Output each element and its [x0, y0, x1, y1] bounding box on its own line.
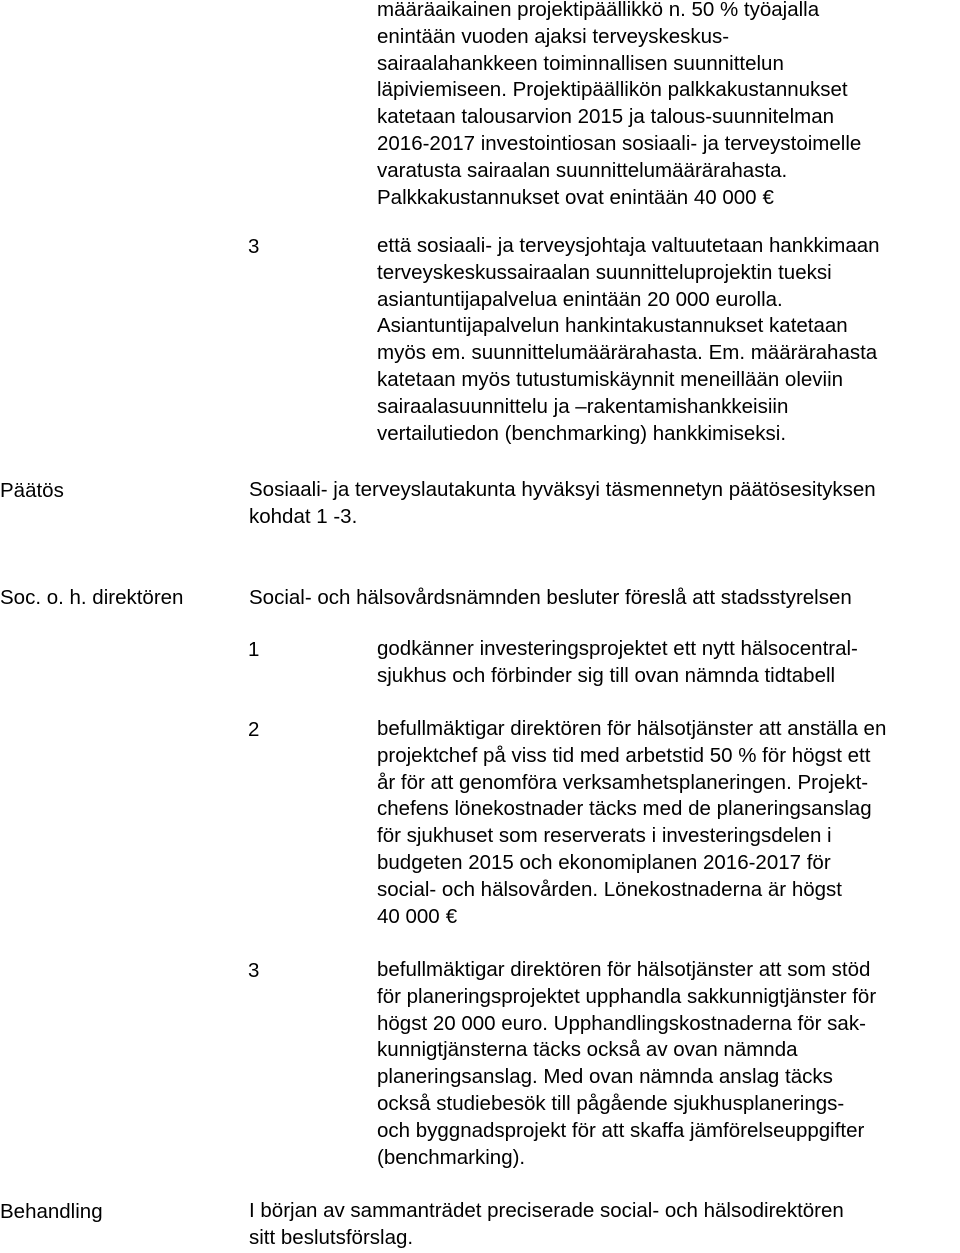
sv-item3-text [377, 957, 876, 1171]
text-line: chefens lönekostnader täcks med de planeringsanslag [377, 797, 872, 821]
text-line: 2016-2017 investointiosan sosiaali- ja terveystoimelle [377, 131, 862, 155]
text-line: godkänner investeringsprojektet ett nytt hälsocentral- [377, 637, 858, 660]
text-line: för sjukhuset som reserverats i investeringsdelen i [377, 824, 832, 848]
text-line-content: Palkkakustannukset ovat enintään 40 000 [377, 185, 757, 209]
text-line: kohdat 1 -3. [249, 504, 358, 528]
text-line: asiantuntijapalvelua enintään 20 000 eurolla. [377, 287, 783, 311]
text-line: sjukhus och förbinder sig till ovan nämnda tidtabell [377, 663, 836, 687]
text-line: Asiantuntijapalvelun hankintakustannukset katetaan [377, 314, 848, 338]
sv-item1-number: 1 [248, 638, 260, 661]
text-line: år för att genomföra verksamhetsplaneringen. Projekt- [377, 770, 869, 794]
euro-sign: € [762, 185, 774, 209]
paatos-text [249, 477, 876, 531]
text-line: (benchmarking). [377, 1145, 526, 1169]
text-line: för planeringsprojektet upphandla sakkunnigtjänster för [377, 984, 877, 1008]
text-line [377, 185, 861, 212]
text-line: vertailutiedon (benchmarking) hankkimiseksi. [377, 421, 787, 445]
euro-sign: € [445, 904, 458, 928]
fi-item3-text [377, 233, 880, 447]
fi-item2-continuation [377, 0, 861, 211]
text-line: katetaan talousarvion 2015 ja talous-suunnitelman [377, 105, 834, 129]
paatos-label: Päätös [0, 479, 64, 502]
text-line: katetaan myös tutustumiskäynnit meneillään oleviin [377, 367, 844, 391]
text-line: sairaalasuunnittelu ja –rakentamishankkeisiin [377, 394, 789, 418]
behandling-label: Behandling [0, 1200, 103, 1223]
text-line: sitt beslutsförslag. [249, 1225, 414, 1249]
fi-item3-number: 3 [248, 235, 260, 258]
text-line: läpiviemiseen. Projektipäällikön palkkakustannukset [377, 78, 848, 102]
text-line: kunnigtjänsterna täcks också av ovan nämnda [377, 1038, 798, 1062]
sv-item3-number: 3 [248, 959, 260, 982]
text-line: määräaikainen projektipäällikkö n. 50 % työajalla [377, 0, 820, 21]
text-line: projektchef på viss tid med arbetstid 50 % för högst ett [377, 743, 871, 767]
text-line: myös em. suunnittelumäärärahasta. Em. määrärahasta [377, 341, 878, 365]
behandling-text [249, 1198, 844, 1252]
text-line: befullmäktigar direktören för hälsotjänster att som stöd [377, 958, 871, 981]
sv-section-label: Soc. o. h. direktören [0, 586, 184, 609]
sv-item2-number: 2 [248, 718, 260, 741]
text-line: också studiebesök till pågående sjukhusplanerings- [377, 1091, 845, 1115]
text-line: enintään vuoden ajaksi terveyskeskus- [377, 24, 730, 48]
text-line: och byggnadsprojekt för att skaffa jämförelseuppgifter [377, 1118, 865, 1142]
text-line: I början av sammanträdet preciserade social- och hälsodirektören [249, 1199, 844, 1222]
text-line: högst 20 000 euro. Upphandlingskostnaderna för sak- [377, 1011, 866, 1035]
text-line: planeringsanslag. Med ovan nämnda anslag täcks [377, 1065, 833, 1089]
text-line: sairaalahankkeen toiminnallisen suunnittelun [377, 51, 784, 75]
text-line-content: 40 000 [377, 904, 440, 928]
text-line: Sosiaali- ja terveyslautakunta hyväksyi täsmennetyn päätösesityksen [249, 478, 876, 501]
text-line: varatusta sairaalan suunnittelumäärärahasta. [377, 158, 788, 182]
sv-intro: Social- och hälsovårdsnämnden besluter föreslå att stadsstyrelsen [249, 586, 852, 609]
sv-item1-text [377, 636, 858, 690]
text-line: social- och hälsovården. Lönekostnaderna är högst [377, 877, 842, 901]
text-line: terveyskeskussairaalan suunnitteluprojektin tueksi [377, 260, 832, 284]
text-line [377, 904, 886, 931]
text-line: befullmäktigar direktören för hälsotjänster att anställa en [377, 717, 887, 740]
text-line: että sosiaali- ja terveysjohtaja valtuutetaan hankkimaan [377, 234, 880, 257]
sv-item2-text [377, 716, 886, 930]
text-line: budgeten 2015 och ekonomiplanen 2016-2017 för [377, 850, 831, 874]
